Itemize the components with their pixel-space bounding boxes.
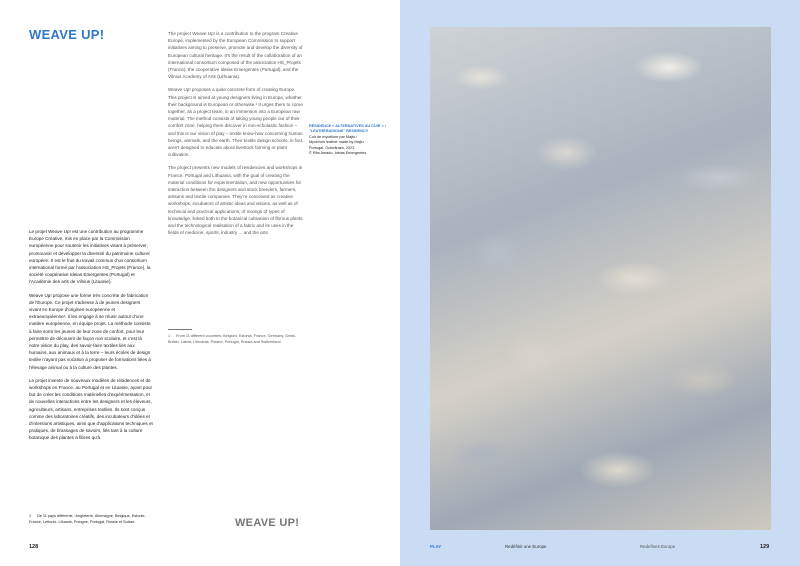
footnote-en-text: From 11 different countries: Belgium, Estonia, France, Germany, Great-Britain, Latvia, Lithuania, Poland, Portugal, Russia and Switzerland. (168, 334, 296, 344)
photo-caption (309, 124, 393, 156)
footer-title-en: Redefines Europe (640, 544, 676, 549)
footnote-rule (168, 329, 192, 330)
page-number-right: 129 (760, 544, 770, 550)
caption-line-2: Mycelium leather made by Majtu (309, 140, 364, 145)
footnote-fr-number: 1 (29, 514, 32, 518)
footnote-en-number: 1 (168, 334, 171, 338)
caption-line-3: Portugal, Guimãraes, 2023 (309, 145, 355, 150)
bottom-title: WEAVE UP! (235, 517, 300, 529)
en-paragraph-3: The project presents new models of residencies and workshops in France, Portugal and Lithuania, with the goal of creating the material conditions for experimentation, and new opportunities for interaction between the designers and stock breeders, farmers, artisans and textile companies. They're conceived as creative workshops, incubators of artistic ideas and visions, as well as of technical and practical applications, of mixings of types of knowledge, linked both to the botanical cultivation of fibrous plants and the technological realisation of a fabric and its uses in the fields of medicine, sports, industry ... and the arts. (168, 165, 303, 236)
footnote-en (168, 334, 298, 345)
page-title: WEAVE UP! (29, 27, 105, 42)
caption-line-1: Cuir de mycélium par Majtu / (309, 134, 358, 139)
en-paragraph-2: Weave Up! proposes a quite concrete form of creating Europe. This project is aimed at young designers living in Europe, whether their background is European or otherwise.¹ It urges them to come together, as a project team, in an immersion into a European raw material. The method consists of taking young people out of their comfort zone, helping them discover in non-scholastic fashion – and this is our vision of play – textile know-how concerning human beings, animals, and the earth. Their textile design schools, in fact, aren't designed to educate about livestock farming or plant cultivation. (168, 87, 304, 158)
fr-paragraph-2: Weave Up! propose une forme très concrète de fabrication de l'Europe. Ce projet s'adresse à de jeunes designers vivant en Europe d'origines européenne et extraeuropéenne¹. Il les engage à se réunir autour d'une matière européenne, en équipe projet. La méthode consiste à faire sortir les jeunes de leur zone de confort, pour leur permettre de découvrir de façon non scolaire, et c'est là notre vision du play, des savoir-faire textiles liés aux humains, aux animaux et à la terre – leurs écoles de design textile n'ayant pas vocation à proposer de formations liées à l'élevage animal ou à la culture des plantes. (29, 292, 151, 370)
mycelium-leather-photo (430, 27, 771, 530)
fr-paragraph-1: Le projet Weave Up! est une contribution au programme Europe Créative, mis en place par la Commission européenne pour soutenir les initiatives visant à préserver, promouvoir et développer la diversité du patrimoine culturel européen. Il est le fruit du travail commun d'un consortium international formé par l'association HS_Projets (France), la société coopérative Ideias Emergentes (Portugal) et l'Académie des arts de Vilnius (Lituanie). (29, 229, 151, 285)
footnote-fr (29, 514, 159, 525)
footer-title-fr: Redéfinir une Europe (505, 544, 547, 549)
footnote-fr-text: De 11 pays différents : Angleterre, Allemagne, Belgique, Estonie, France, Lettonie, Lituanie, Pologne, Portugal, Russie et Suisse. (29, 514, 146, 524)
french-column (29, 228, 153, 448)
fr-paragraph-3: Le projet invente de nouveaux modèles de résidences et de workshops en France, au Portugal et en Lituanie, ayant pour but de créer les conditions matérielles d'expérimentation, et de nouvelles interactions entre les designers et les éleveurs, agriculteurs, artisans, entreprises textiles. Ils sont conçus comme des laboratoires créatifs, des incubateurs d'idées et d'intentions artistiques, ainsi que d'applications techniques et pratiques, de brassages de savoirs, liés tant à la culture botanique des plantes à fibres qu'à (29, 377, 153, 441)
english-column (168, 30, 304, 242)
section-label: PLAY (430, 544, 442, 549)
en-paragraph-1: The project Weave Up! is a contribution to the program Creative Europe, implemented by the European Commission to support initiatives aiming to preserve, promote and develop the diversity of European cultural heritage. It's the result of the collaboration of an international consortium composed of the association HS_Projets (France), the cooperative Ideias Emergentes (Portugal), and the Vilnius Academy of Arts (Lithuania). (168, 31, 303, 80)
caption-heading: RÉSIDENCE « ALTERNATIVES AU CUIR » / "LEATHERADIONS" RESIDENCY (309, 124, 386, 134)
caption-line-4: © Rita Amado, Ideias Emergentes (309, 151, 367, 156)
page-number-left: 128 (29, 544, 39, 550)
